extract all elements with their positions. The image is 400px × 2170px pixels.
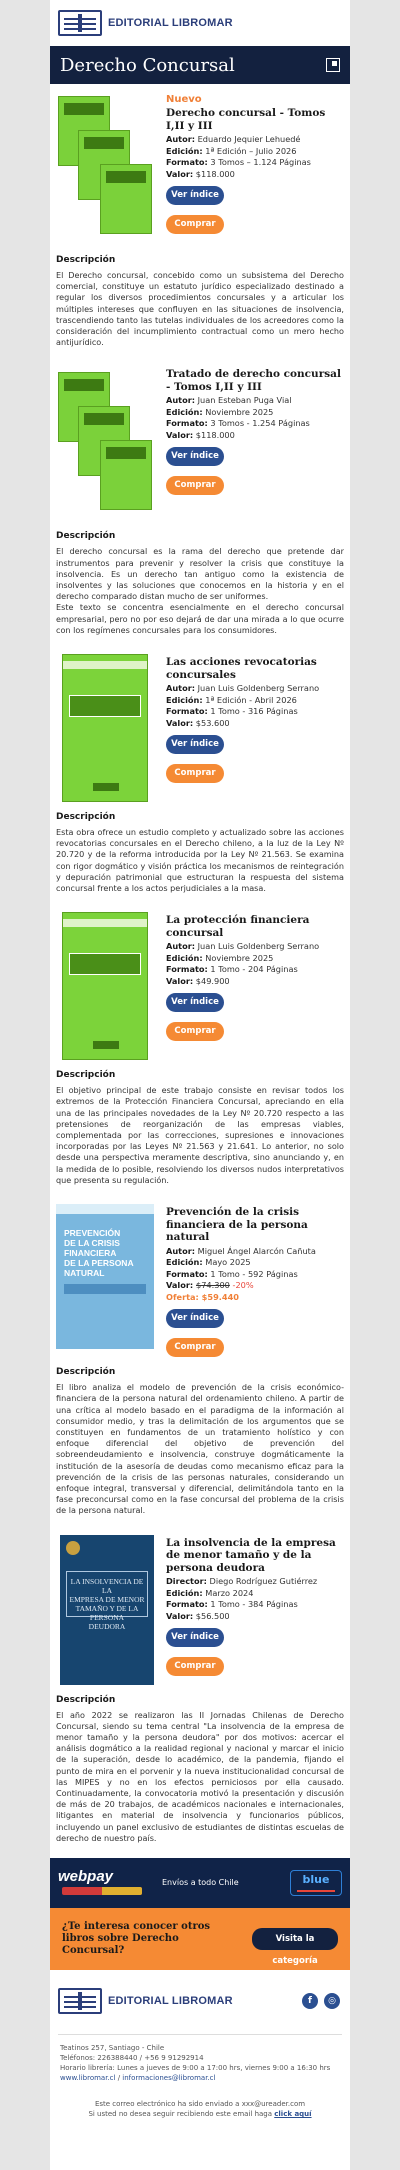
phones-line: Teléfonos: 226388440 / +56 9 91292914 [60,2053,204,2062]
footer-address: Teatinos 257, Santiago - Chile Teléfonos: 226388440 / +56 9 91292914 Horario librería: Lunes a jueves de 9:00 a 17:00 hrs, viernes 9:00 a 16:30 hrs www.libromar.cl / informaciones@libromar.cl [50,2043,350,2083]
product-card [50,636,350,894]
meta-line: Edición: Noviembre 2025 [166,406,274,417]
category-banner [50,46,350,84]
view-index-button[interactable]: Ver índice [166,186,224,205]
banner-title: Derecho Concursal [60,54,235,76]
header-logo[interactable] [50,0,350,46]
product-card [50,348,350,636]
cover-art [56,1204,154,1349]
meta-line: Formato: 1 Tomo - 592 Páginas [166,1268,298,1279]
meta-line: Formato: 1 Tomo - 384 Páginas [166,1599,298,1610]
meta-line: Edición: 1ª Edición – Julio 2026 [166,145,297,156]
book-logo-icon [58,1988,102,2014]
description-heading: Descripción [56,531,116,542]
book-cover[interactable] [56,654,156,802]
meta-line: Valor: $53.600 [166,717,230,728]
product-card [50,894,350,1186]
meta-line: Director: Diego Rodríguez Gutiérrez [166,1576,318,1587]
footer-logo[interactable] [58,1988,233,2014]
meta-line: Formato: 1 Tomo - 316 Páginas [166,706,298,717]
legal-notice: Este correo electrónico ha sido enviado a xxx@ureader.com Si usted no desea seguir recibiendo este email haga click aquí [50,2099,350,2119]
book-logo-icon [58,10,102,36]
book-cover[interactable] [56,90,156,245]
shipping-text: Envíos a todo Chile [162,1878,239,1888]
brand-name: EDITORIAL LIBROMAR [108,1994,233,2007]
meta-line: Autor: Miguel Ángel Alarcón Cañuta [166,1245,316,1256]
description-heading: Descripción [56,1694,116,1705]
meta-line: Autor: Juan Luis Goldenberg Serrano [166,941,320,952]
unsubscribe-link[interactable]: click aquí [274,2109,312,2118]
email-link[interactable]: informaciones@libromar.cl [122,2073,216,2082]
description-heading: Descripción [56,1070,116,1081]
promo-text: ¿Te interesa conocer otros libros sobre Derecho Concursal? [62,1920,211,1956]
book-cover[interactable] [56,1535,156,1685]
address-line: Teatinos 257, Santiago - Chile [60,2043,165,2052]
view-index-button[interactable]: Ver índice [166,1628,224,1647]
description-heading: Descripción [56,1367,116,1378]
view-index-button[interactable]: Ver índice [166,1309,224,1328]
visit-category-button[interactable]: Visita la categoría [252,1928,338,1950]
instagram-icon[interactable]: ◎ [324,1993,340,2009]
product-title[interactable]: Tratado de derecho concursal - Tomos I,II y III [166,368,341,393]
footer-logo-row [50,1978,350,2024]
view-index-button[interactable]: Ver índice [166,993,224,1012]
description-text: El derecho concursal es la rama del derecho que pretende dar instrumentos para prevenir y resolver la crisis que constituye la insolvencia. Es un derecho tan antiguo como la existencia de insolventes y las soluciones que conocemos en la historia y en el derecho comparado distan mucho de ser uniformes. Este texto se concentra esencialmente en el derecho concursal empresarial, pero no por eso dejará de dar una mirada a lo que ocurre con los regímenes concursales para los consumidores. [56,546,344,635]
new-badge: Nuevo [166,94,202,105]
offer-price: Oferta: $59.440 [166,1291,239,1302]
product-title[interactable]: Prevención de la crisis financiera de la persona natural [166,1206,308,1244]
cover-volume-iii [100,440,152,510]
product-card [50,84,350,348]
meta-line: Edición: 1ª Edición - Abril 2026 [166,694,297,705]
buy-button[interactable]: Comprar [166,1657,224,1676]
university-crest-icon [66,1541,80,1555]
brand-name: EDITORIAL LIBROMAR [108,17,233,29]
book-cover[interactable] [56,912,156,1060]
hours-line: Horario librería: Lunes a jueves de 9:00 a 17:00 hrs, viernes 9:00 a 16:30 hrs [60,2063,331,2072]
sent-to-line: Este correo electrónico ha sido enviado a xxx@ureader.com [94,2099,306,2108]
product-title[interactable]: La insolvencia de la empresa de menor tamaño y de la persona deudora [166,1536,336,1574]
book-cover[interactable] [56,366,156,521]
facebook-icon[interactable]: f [302,1993,318,2009]
meta-line: Valor: $49.900 [166,975,230,986]
footer-divider [58,2034,342,2035]
description-text: El libro analiza el modelo de prevención de la crisis económico-financiera de la persona natural del ordenamiento chileno. A partir de una crítica al modelo basado en el paradigma de la información al consumidor medio, y tras la delimitación de los argumentos que se constituyen en fundamentos de un tratamiento holístico y con enfoque diferencial del objetivo de prevención del sobreendeudamiento e insolvencia, construye dogmáticamente la institución de la asesoría de deudas como mecanismo eficaz para la prevención de la crisis de las personas naturales, considerando un enfoque integral, transversal y diferencial, delimitándola tanto en la fase preconcursal como en la fase concursal del problema de la crisis de la persona natural. [56,1382,344,1516]
meta-line: Valor: $56.500 [166,1610,230,1621]
card-brands-icon [62,1887,142,1895]
shipping-banner [50,1858,350,1908]
description-text: El objetivo principal de este trabajo consiste en revisar todos los extremos de la Protección Financiera Concursal, apreciando en ella una de las principales novedades de la Ley Nº 20.720 respecto a las pretensiones de reorganización de las empresas viables, complementada por las correcciones, supresiones e innovaciones incorporadas por las Leyes Nº 21.563 y 21.641. Lo anterior, no solo desde una perspectiva meramente descriptiva, sino anunciando y, en la medida de lo posible, resolviendo los diversos nudos interpretativos que presenta su regulación. [56,1085,344,1185]
blue-express-logo: blue [290,1870,342,1896]
bookmark-icon [326,58,340,72]
description-heading: Descripción [56,255,116,265]
description-text: Esta obra ofrece un estudio completo y actualizado sobre las acciones revocatorias concursales en el Derecho chileno, a la luz de la Ley Nº 20.720 y de la reforma introducida por la Ley Nº 21.563. Se examina con rigor dogmático y visión práctica los mecanismos de reintegración y depuración patrimonial que estructuran la respuesta del sistema concursal frente a los actos perjudiciales a la masa. [56,827,344,894]
book-cover[interactable] [56,1204,156,1349]
webpay-logo: webpay [58,1868,148,1898]
cover-art [60,1535,154,1685]
website-link[interactable]: www.libromar.cl [60,2073,116,2082]
cover-volume-iii [100,164,152,234]
product-card [50,1517,350,1844]
meta-line: Formato: 1 Tomo - 204 Páginas [166,964,298,975]
meta-line: Formato: 3 Tomos – 1.124 Páginas [166,157,311,167]
discount-badge: -20% [232,1280,254,1291]
cover-title: PREVENCIÓN DE LA CRISIS FINANCIERA DE LA PERSONA NATURAL [64,1228,134,1279]
price-line: Valor: $74.300 -20% [166,1280,254,1291]
description-text: El Derecho concursal, concebido como un subsistema del Derecho comercial, constituye un estatuto jurídico especializado destinado a regular los diversos procedimientos concursales y a articular los múltiples intereses que confluyen en las situaciones de insolvencia, trascendiendo tanto las tutelas individuales de los acreedores como la consideración del incumplimiento contractual como un mero hecho antijurídico. [56,270,344,348]
cover-title: LA INSOLVENCIA DE LA EMPRESA DE MENOR TAMAÑO Y DE LA PERSONA DEUDORA [69,1576,145,1631]
meta-line: Autor: Eduardo Jequier Lehuedé [166,134,301,144]
category-promo [50,1908,350,1970]
meta-line: Autor: Juan Luis Goldenberg Serrano [166,683,320,694]
view-index-button[interactable]: Ver índice [166,447,224,466]
buy-button[interactable]: Comprar [166,1022,224,1041]
meta-line: Formato: 3 Tomos - 1.254 Páginas [166,418,310,429]
original-price: $74.300 [196,1280,230,1291]
product-title[interactable]: La protección financiera concursal [166,914,310,939]
buy-button[interactable]: Comprar [166,764,224,783]
meta-line: Autor: Juan Esteban Puga Vial [166,395,292,406]
cover-art [62,912,148,1060]
meta-line: Edición: Mayo 2025 [166,1257,251,1268]
cover-art [62,654,148,802]
buy-button[interactable]: Comprar [166,476,224,495]
product-card [50,1186,350,1516]
meta-line: Valor: $118.000 [166,429,235,440]
buy-button[interactable]: Comprar [166,1338,224,1357]
product-title[interactable]: Derecho concursal - Tomos I,II y III [166,107,326,132]
meta-line: Edición: Noviembre 2025 [166,952,274,963]
meta-line: Valor: $118.000 [166,168,235,179]
view-index-button[interactable]: Ver índice [166,735,224,754]
email-page [50,0,350,2170]
description-heading: Descripción [56,812,116,823]
description-text: El año 2022 se realizaron las II Jornadas Chilenas de Derecho Concursal, siendo su tema central "La insolvencia de la empresa de menor tamaño y la persona deudora" por dos motivos: acercar el análisis dogmático a la realidad regional y nacional y marcar el inicio de la superación, desde lo académico, de la pandemia, fijando el punto de mira en el porvenir y la nueva institucionalidad concursal de las MIPES y no en los efectos perniciosos por ella causado. Continuadamente, la convocatoria motivó la presentación y discusión de más de 20 trabajos, de académicos nacionales e internacionales, litigantes en material de insolvencia y funcionarios públicos, incluyendo un panel exclusivo de estudiantes de distintas escuelas de derecho de nuestro país. [56,1709,344,1843]
buy-button[interactable]: Comprar [166,215,224,234]
meta-line: Edición: Marzo 2024 [166,1587,254,1598]
product-title[interactable]: Las acciones revocatorias concursales [166,656,317,681]
